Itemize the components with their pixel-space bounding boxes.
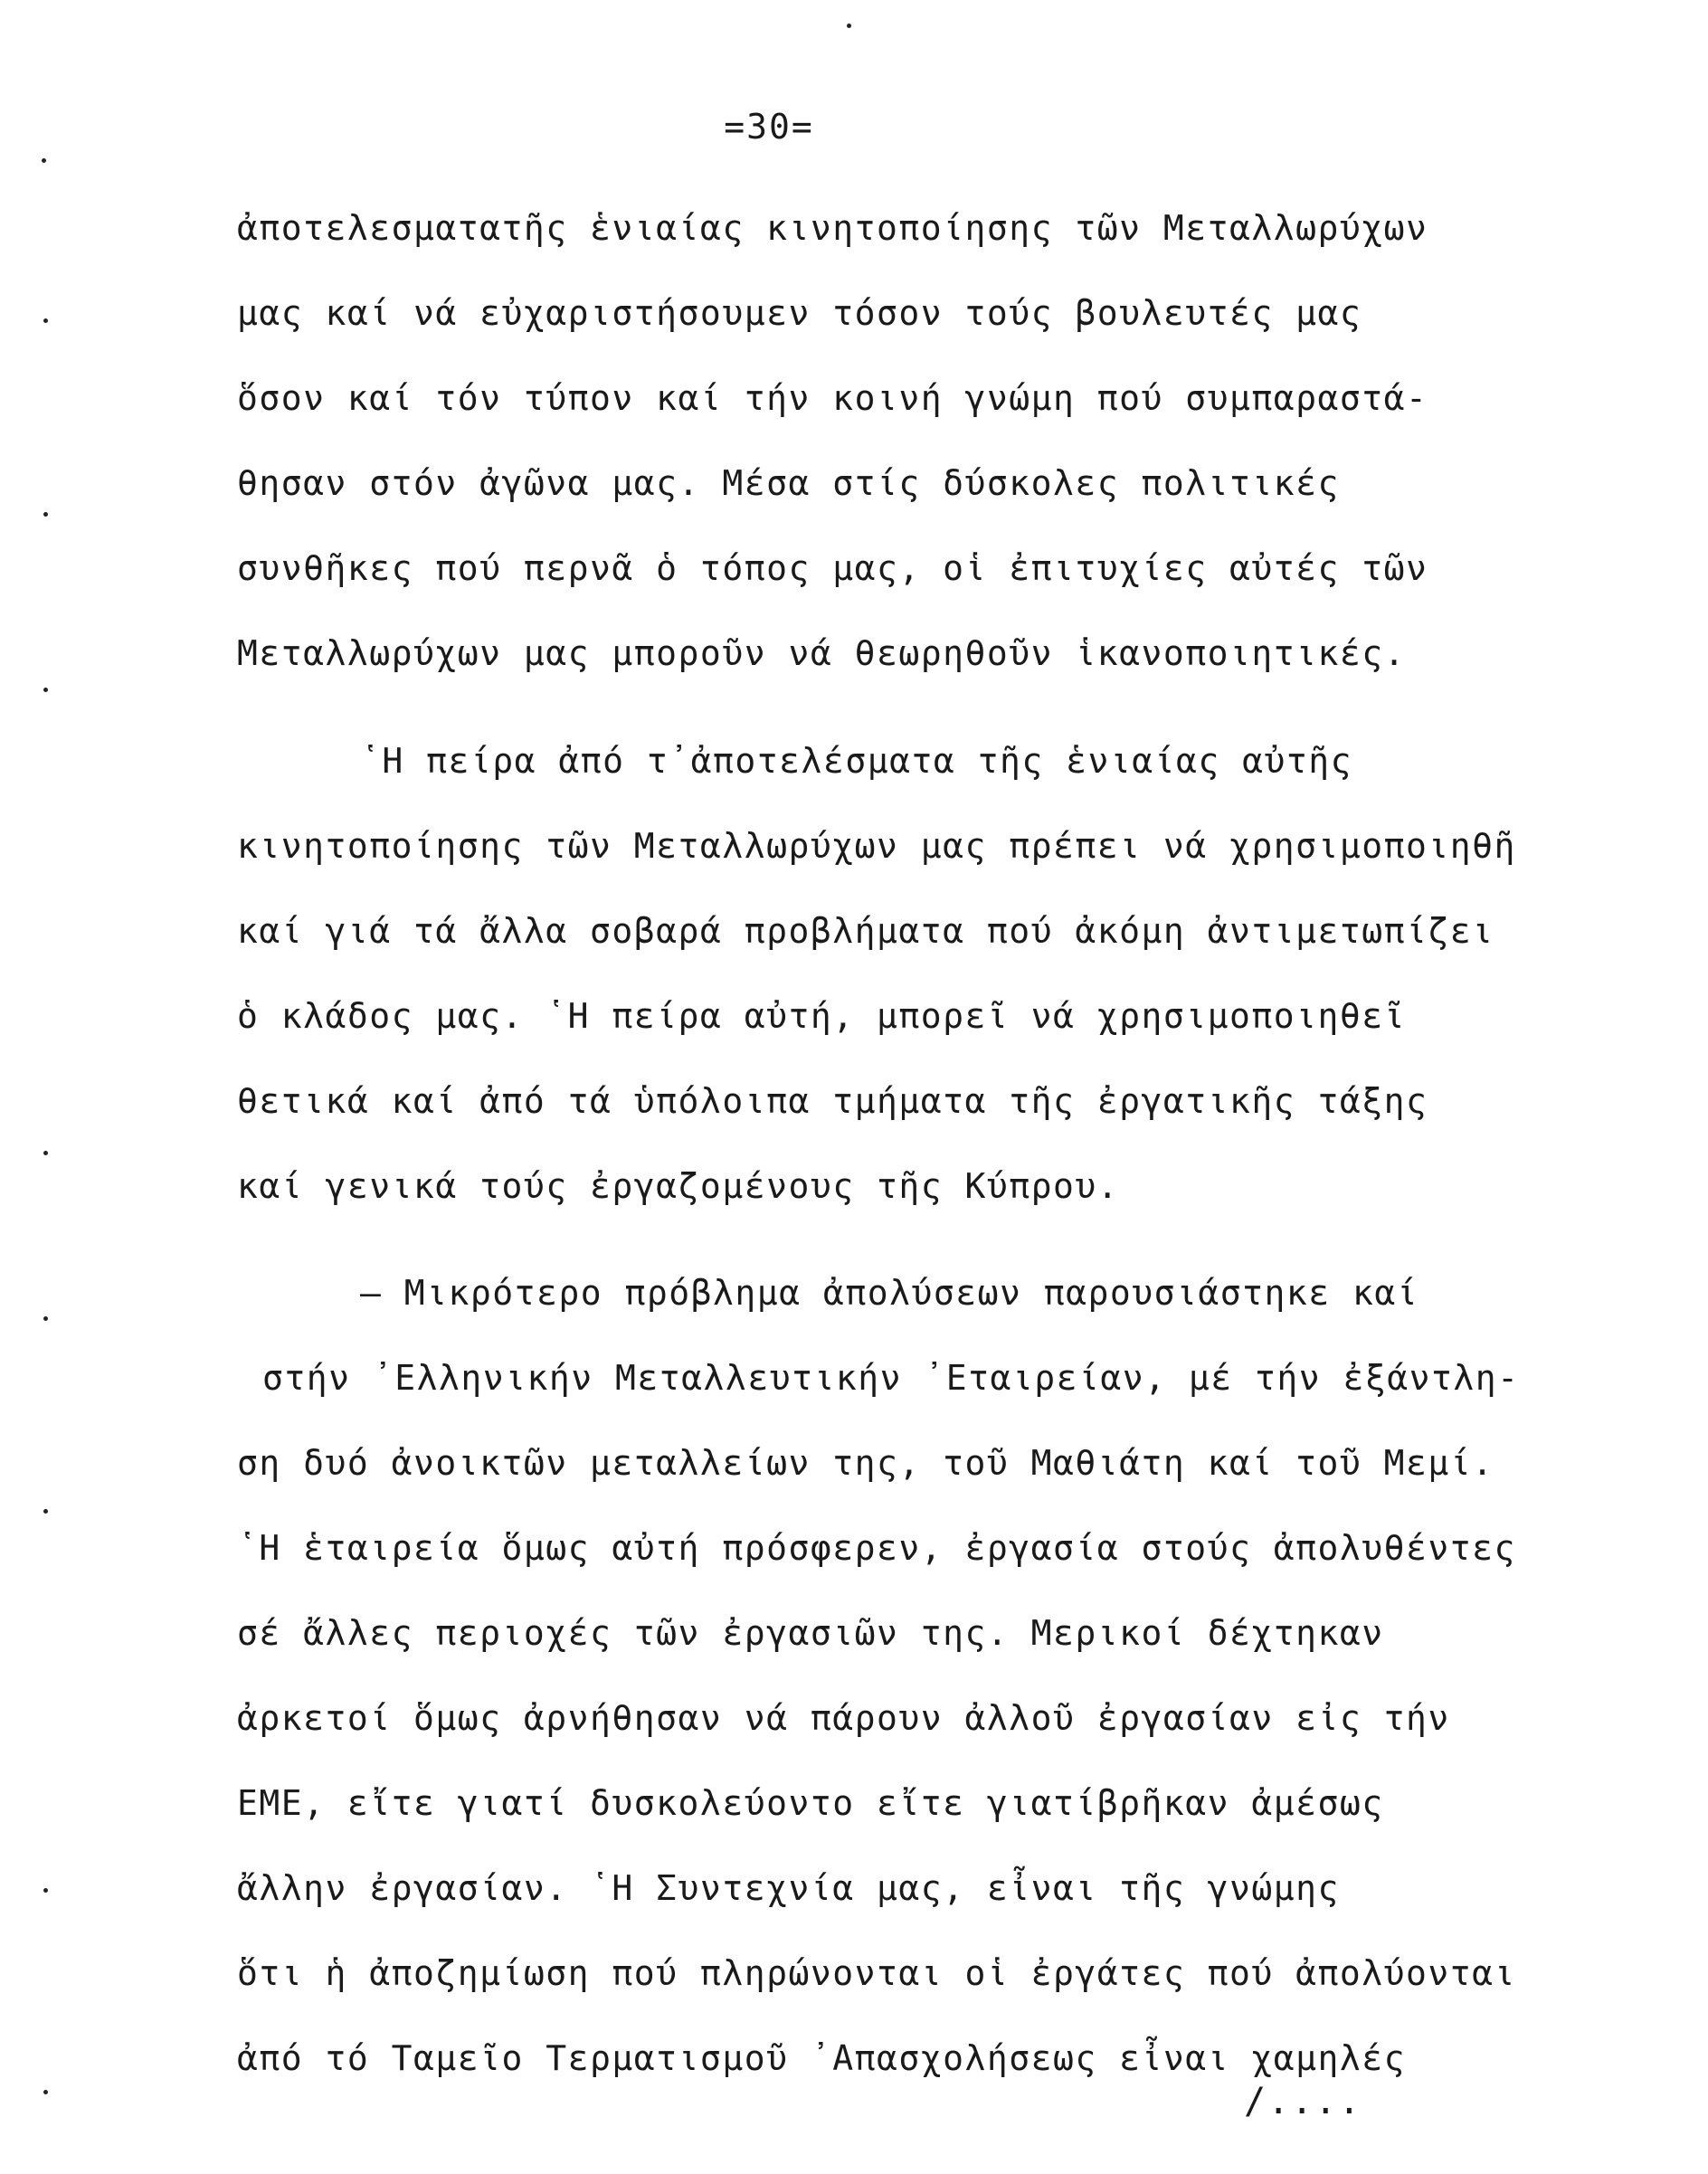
scan-speck [43,1888,48,1893]
text-line: ΕΜΕ, εἴτε γιατί δυσκολεύοντο εἴτε γιατίβρῆκαν ἀμέσως [237,1783,1384,1823]
text-line: συνθῆκες πού περνᾶ ὁ τόπος μας, οἱ ἐπιτυχίες αὐτές τῶν [237,548,1428,588]
text-line: καί γιά τά ἄλλα σοβαρά προβλήματα πού ἀκόμη ἀντιμετωπίζει [237,911,1494,951]
text-line: θετικά καί ἀπό τά ὑπόλοιπα τμήματα τῆς ἐργατικῆς τάξης [237,1081,1428,1121]
scan-speck [43,318,48,323]
text-line: ση δυό ἀνοικτῶν μεταλλείων της, τοῦ Μαθιάτη καί τοῦ Μεμί. [237,1443,1494,1483]
scan-speck [43,688,48,692]
text-line: ἀπό τό Ταμεῖο Τερματισμοῦ ᾽Απασχολήσεως εἶναι χαμηλές [237,2038,1407,2078]
text-line: ὁ κλάδος μας. ῾Η πείρα αὐτή, μπορεῖ νά χρησιμοποιηθεῖ [237,996,1407,1036]
text-line: κινητοποίησης τῶν Μεταλλωρύχων μας πρέπει νά χρησιμοποιηθῆ [237,826,1516,866]
scan-speck [42,158,46,163]
text-line: ἄλλην ἐργασίαν. ῾Η Συντεχνία μας, εἶναι τῆς γνώμης [237,1868,1340,1908]
text-line: μας καί νά εὐχαριστήσουμεν τόσον τούς βουλευτές μας [237,293,1362,333]
scan-speck [43,1316,48,1321]
text-line: – Μικρότερο πρόβλημα ἀπολύσεων παρουσιάστηκε καί [360,1273,1419,1313]
text-line: ὅτι ἡ ἀποζημίωση πού πληρώνονται οἱ ἐργάτες πού ἀπολύονται [237,1953,1516,1993]
text-line: ῾Η ἑταιρεία ὅμως αὐτή πρόσφερεν, ἐργασία στούς ἀπολυθέντες [237,1528,1516,1568]
scan-speck [43,2090,48,2094]
text-line: καί γενικά τούς ἐργαζομένους τῆς Κύπρου. [237,1166,1120,1206]
text-line: ἀποτελεσματατῆς ἑνιαίας κινητοποίησης τῶν Μεταλλωρύχων [237,208,1428,248]
scan-speck [43,512,48,517]
text-line: σέ ἄλλες περιοχές τῶν ἐργασιῶν της. Μερικοί δέχτηκαν [237,1613,1384,1653]
text-line: ὅσον καί τόν τύπον καί τήν κοινή γνώμη πού συμπαραστά- [237,378,1428,418]
scan-speck [847,24,851,28]
text-line: θησαν στόν ἀγῶνα μας. Μέσα στίς δύσκολες πολιτικές [237,463,1340,503]
text-line: ἀρκετοί ὅμως ἀρνήθησαν νά πάρουν ἀλλοῦ ἐργασίαν εἰς τήν [237,1698,1450,1738]
scan-speck [43,1151,48,1155]
continuation-mark: /.... [1244,2081,1362,2122]
text-line: στήν ᾽Ελληνικήν Μεταλλευτικήν ᾽Εταιρείαν, μέ τήν ἐξάντλη- [262,1358,1520,1398]
text-line: Μεταλλωρύχων μας μποροῦν νά θεωρηθοῦν ἱκανοποιητικές. [237,633,1407,673]
page-number: =30= [724,107,814,147]
text-line: ῾Η πείρα ἀπό τ᾽ἀποτελέσματα τῆς ἑνιαίας αὐτῆς [360,741,1353,781]
scan-speck [43,1509,48,1514]
